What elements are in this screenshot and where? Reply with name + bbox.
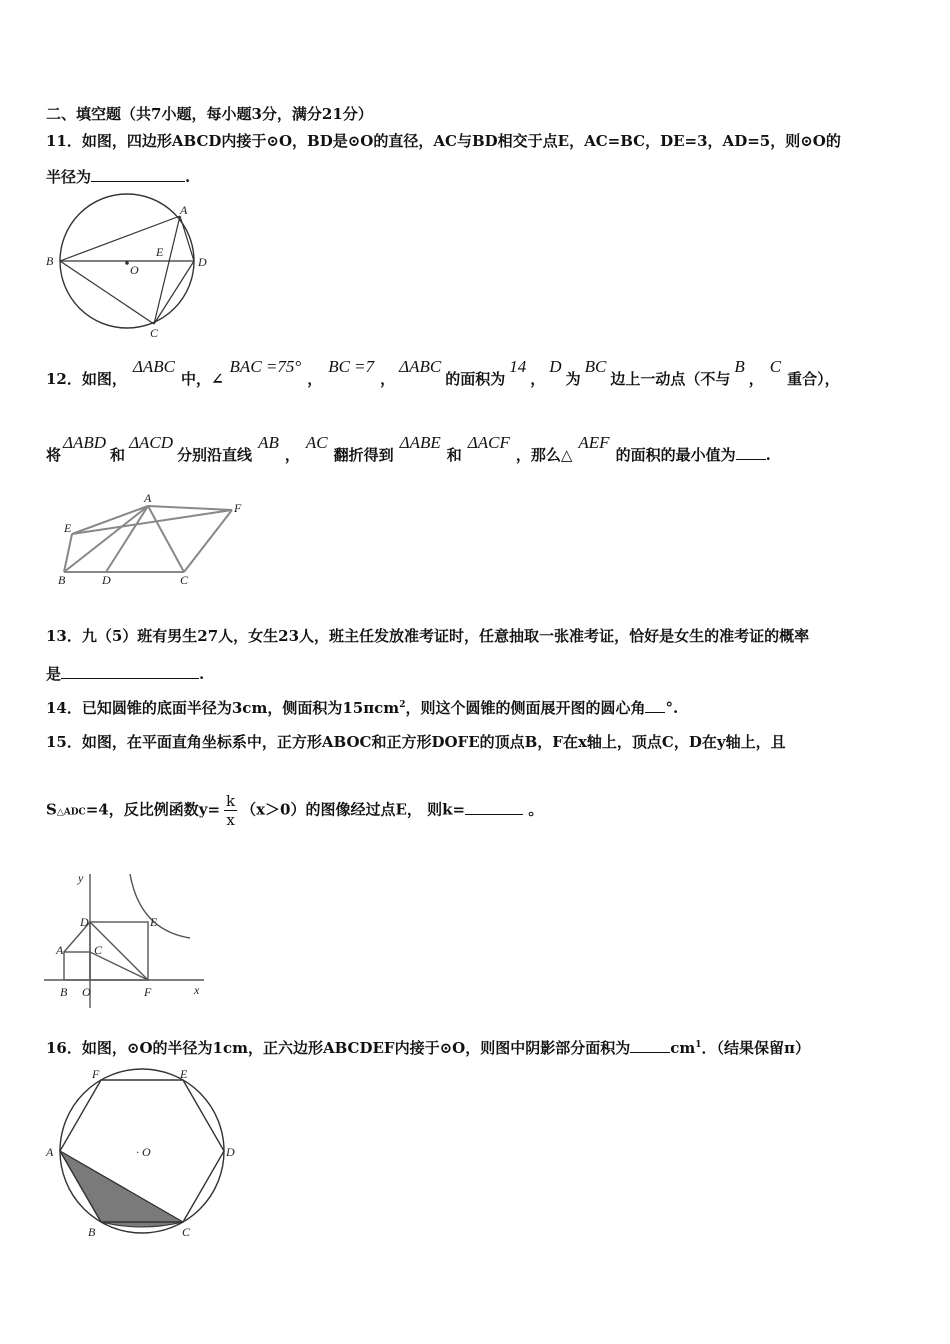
q12-line-ab: AB: [258, 433, 279, 452]
q12-comma: ，: [748, 370, 764, 388]
q15-fraction: [224, 792, 237, 829]
question-16: [46, 1037, 810, 1058]
q12-text-zhong: 中，∠: [180, 370, 224, 388]
question-13-line-1: 13．九（5）班有男生27人，女生23人，班主任发放准考证时，任意抽取一张准考证，恰好是女生的准考证的概率: [46, 627, 810, 645]
q12-comma: ，: [284, 446, 300, 464]
q12-end: .: [765, 446, 771, 464]
q12-comma: ，: [380, 370, 396, 388]
q13-prefix: 是: [46, 665, 62, 683]
label-e: E: [156, 245, 164, 259]
label-c: C: [94, 943, 103, 957]
segment-ae: [72, 506, 148, 534]
label-d: D: [102, 573, 111, 587]
segment-af: [148, 506, 232, 510]
label-a: A: [180, 203, 188, 217]
question-12-line-2: [46, 433, 771, 465]
answer-blank-12[interactable]: [736, 445, 766, 460]
shaded-region: [60, 1151, 183, 1227]
q12-comma: ，: [530, 370, 546, 388]
q12-tail-text: 的面积的最小值为: [615, 446, 736, 464]
q12-triangle-abc: ΔABC: [399, 357, 442, 376]
label-d: D: [80, 915, 89, 929]
label-y: y: [78, 871, 84, 885]
q14-text-2: ，则这个圆锥的侧面展开图的圆心角: [405, 699, 646, 717]
q15-s: S: [46, 800, 57, 819]
q15-s-subscript: △ADC: [56, 807, 86, 818]
q16-unit: cm: [670, 1039, 696, 1057]
q12-area-text: 的面积为: [445, 370, 506, 388]
question-14: [46, 697, 678, 718]
label-c: C: [150, 326, 159, 340]
q12-chonghe-text: 重合），: [787, 370, 840, 388]
segment-ad: [180, 216, 194, 261]
segment-fc: [184, 510, 232, 572]
figure-q12-triangles: [54, 490, 264, 590]
label-b: B: [88, 1225, 96, 1239]
q12-num: 12．如图，: [46, 370, 127, 388]
q13-suffix: .: [199, 665, 205, 683]
q12-name-text: ，那么△: [515, 446, 573, 464]
segment-ab: [64, 506, 148, 572]
label-f: F: [92, 1067, 100, 1081]
question-15-line-2: [46, 792, 543, 829]
q12-point-d: D: [549, 357, 562, 376]
label-c: C: [182, 1225, 191, 1239]
q12-triangle-aef: AEF: [578, 433, 610, 452]
label-e: E: [64, 521, 72, 535]
label-b: B: [58, 573, 66, 587]
q12-edge-text: 边上一动点（不与: [610, 370, 731, 388]
label-a: A: [56, 943, 64, 957]
q12-area-value: 14: [509, 357, 527, 376]
question-11-prefix: 半径为: [46, 168, 92, 186]
segment-bc: [60, 261, 154, 324]
label-o: · O: [136, 1145, 151, 1159]
q15-condition-text: （x＞0）的图像经过点E， 则k=: [241, 800, 466, 819]
q12-text-he: 和: [446, 446, 462, 464]
label-d: D: [198, 255, 207, 269]
q12-point-b: B: [734, 357, 745, 376]
q15-equation-text: =4，反比例函数y=: [85, 800, 221, 819]
q12-comma: ，: [307, 370, 323, 388]
answer-blank-11[interactable]: [91, 167, 185, 182]
q16-tail: ．（结果保留π）: [701, 1039, 810, 1057]
q14-suffix: °.: [665, 699, 679, 717]
question-13-line-2: [46, 663, 204, 684]
q12-triangle-acf: ΔACF: [467, 433, 510, 452]
label-x: x: [194, 983, 200, 997]
q12-text-he: 和: [110, 446, 126, 464]
question-11-line-2: [46, 166, 190, 187]
segment-ac: [148, 506, 184, 572]
label-a: A: [144, 491, 152, 505]
segment-ac: [154, 216, 180, 324]
label-o: O: [82, 985, 91, 999]
label-b: B: [46, 254, 54, 268]
question-15-line-1: 15．如图，在平面直角坐标系中，正方形ABOC和正方形DOFE的顶点B，F在x轴上，顶点C，D在y轴上，且: [46, 733, 786, 751]
question-11-line-1: 11．如图，四边形ABCD内接于⊙O，BD是⊙O的直径，AC与BD相交于点E，AC=BC，DE=3，AD=5，则⊙O的: [46, 132, 841, 150]
q12-angle-bac: BAC =75°: [229, 357, 302, 376]
center-dot: [125, 261, 129, 265]
label-f: F: [144, 985, 152, 999]
question-12-line-1: [46, 357, 840, 389]
q12-point-c: C: [769, 357, 782, 376]
hyperbola-curve: [130, 874, 190, 938]
q12-triangle-abe: ΔABE: [399, 433, 441, 452]
label-b: B: [60, 985, 68, 999]
segment-dc: [154, 261, 194, 324]
q12-text-jiang: 将: [46, 446, 62, 464]
figure-q11-circle: [44, 192, 214, 342]
q12-fenbie-text: 分别沿直线: [177, 446, 253, 464]
q15-end: 。: [523, 800, 544, 819]
q14-text: 14．已知圆锥的底面半径为3cm，侧面积为15πcm: [46, 699, 400, 717]
label-c: C: [180, 573, 189, 587]
q16-text: 16．如图，⊙O的半径为1cm，正六边形ABCDEF内接于⊙O，则图中阴影部分面积为: [46, 1039, 631, 1057]
q12-bc-value: BC =7: [328, 357, 375, 376]
q12-fanzhe-text: 翻折得到: [333, 446, 394, 464]
q12-line-ac: AC: [305, 433, 328, 452]
answer-blank-13[interactable]: [61, 664, 199, 679]
label-o: O: [130, 263, 139, 277]
label-e: E: [150, 915, 158, 929]
q12-triangle-acd: ΔACD: [129, 433, 174, 452]
q12-segment-bc: BC: [584, 357, 607, 376]
answer-blank-14[interactable]: [645, 698, 665, 713]
q12-text-wei: 为: [565, 370, 581, 388]
answer-blank-15[interactable]: [465, 800, 523, 815]
label-f: F: [234, 501, 242, 515]
q14-sup: 2: [399, 700, 406, 710]
figure-q15-coordinate: [44, 868, 214, 1018]
answer-blank-16[interactable]: [630, 1038, 670, 1053]
segment-ad: [106, 506, 148, 572]
label-d: D: [226, 1145, 235, 1159]
question-11-suffix: .: [185, 168, 191, 186]
q15-frac-numerator: k: [226, 792, 236, 810]
q12-triangle-abc: ΔABC: [132, 357, 175, 376]
figure-q16-hexagon: [42, 1062, 242, 1242]
q16-sup: 1: [695, 1040, 702, 1050]
label-a: A: [46, 1145, 54, 1159]
square-aboc: [64, 952, 90, 980]
q12-triangle-abd: ΔABD: [63, 433, 107, 452]
q15-frac-denominator: x: [226, 811, 235, 829]
section-heading: 二、填空题（共7小题，每小题3分，满分21分）: [46, 105, 373, 123]
label-e: E: [180, 1067, 188, 1081]
